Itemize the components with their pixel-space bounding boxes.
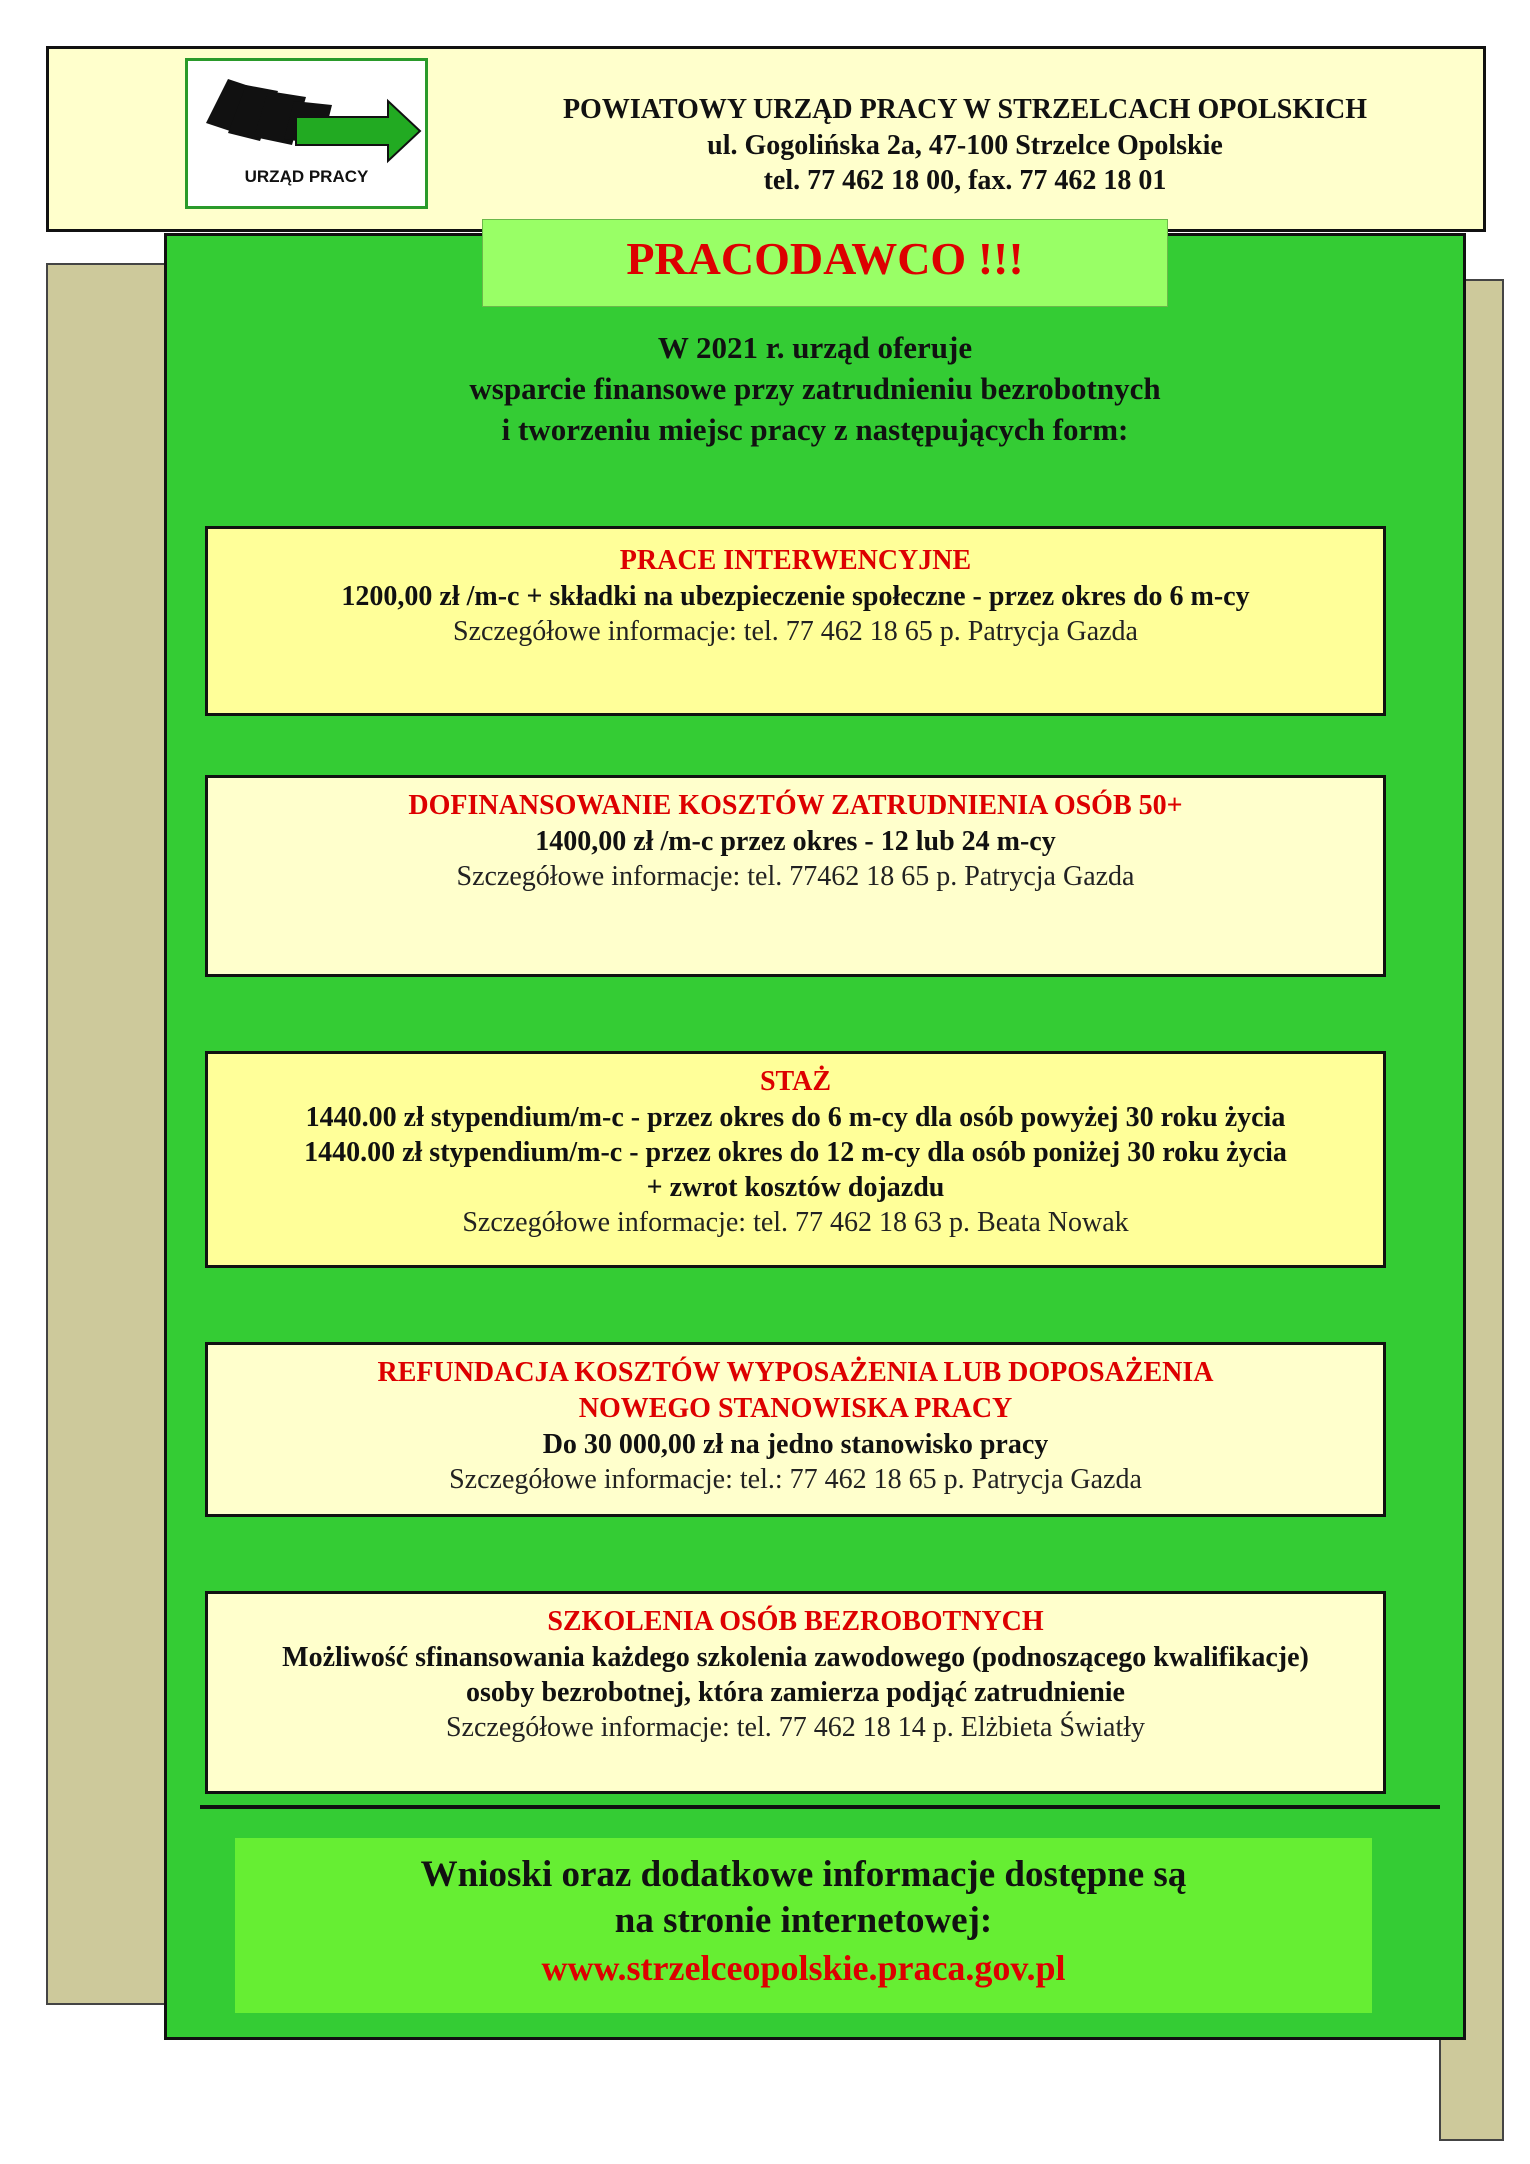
offer-detail: 1440.00 zł stypendium/m-c - przez okres do 12 m-cy dla osób poniżej 30 roku życia [304, 1137, 1287, 1168]
offer-detail: 1200,00 zł /m-c + składki na ubezpieczenie społeczne - przez okres do 6 m-cy [341, 581, 1250, 612]
offer-box-50plus [205, 775, 1386, 977]
footer-banner [235, 1838, 1372, 2013]
footer-line: na stronie internetowej: [614, 1900, 993, 1941]
website-link[interactable]: www.strzelceopolskie.praca.gov.pl [541, 1948, 1066, 1988]
offer-title: NOWEGO STANOWISKA PRACY [578, 1393, 1013, 1424]
logo-label: URZĄD PRACY [244, 167, 369, 186]
offer-detail: + zwrot kosztów dojazdu [646, 1172, 945, 1203]
offer-title: DOFINANSOWANIE KOSZTÓW ZATRUDNIENIA OSÓB 50+ [408, 790, 1183, 821]
offer-detail: Możliwość sfinansowania każdego szkolenia zawodowego (podnoszącego kwalifikacje) [282, 1642, 1309, 1673]
offer-detail: Do 30 000,00 zł na jedno stanowisko pracy [542, 1429, 1049, 1460]
offer-detail: osoby bezrobotnej, która zamierza podjąć zatrudnienie [466, 1677, 1125, 1708]
offer-title: PRACE INTERWENCYJNE [619, 545, 972, 576]
office-logo [185, 58, 428, 209]
divider [200, 1805, 1440, 1809]
office-phone: tel. 77 462 18 00, fax. 77 462 18 01 [763, 165, 1167, 196]
offer-box-equipment-refund [205, 1342, 1386, 1517]
footer-line: Wnioski oraz dodatkowe informacje dostępne są [420, 1854, 1187, 1895]
intro-line: i tworzeniu miejsc pracy z następujących form: [501, 412, 1129, 447]
offer-contact: Szczegółowe informacje: tel. 77 462 18 65 p. Patrycja Gazda [453, 616, 1138, 647]
offer-contact: Szczegółowe informacje: tel. 77462 18 65 p. Patrycja Gazda [456, 861, 1135, 892]
offer-title: STAŻ [759, 1066, 832, 1097]
intro-line: wsparcie finansowe przy zatrudnieniu bezrobotnych [469, 371, 1161, 406]
office-name: POWIATOWY URZĄD PRACY W STRZELCACH OPOLSKICH [562, 94, 1368, 125]
offer-contact: Szczegółowe informacje: tel.: 77 462 18 65 p. Patrycja Gazda [449, 1464, 1142, 1495]
offer-title: SZKOLENIA OSÓB BEZROBOTNYCH [547, 1606, 1044, 1637]
offer-contact: Szczegółowe informacje: tel. 77 462 18 14 p. Elżbieta Światły [445, 1712, 1146, 1743]
offer-detail: 1400,00 zł /m-c przez okres - 12 lub 24 m-cy [535, 826, 1056, 857]
page-title: PRACODAWCO !!! [626, 233, 1024, 284]
title-banner [482, 219, 1168, 307]
office-address: ul. Gogolińska 2a, 47-100 Strzelce Opolskie [707, 130, 1223, 161]
offer-contact: Szczegółowe informacje: tel. 77 462 18 63 p. Beata Nowak [462, 1207, 1129, 1238]
offer-box-internship [205, 1051, 1386, 1268]
intro-line: W 2021 r. urząd oferuje [657, 330, 973, 365]
offer-detail: 1440.00 zł stypendium/m-c - przez okres do 6 m-cy dla osób powyżej 30 roku życia [305, 1102, 1286, 1133]
offer-box-training [205, 1591, 1386, 1794]
offer-box-interventional-work [205, 526, 1386, 716]
offer-title: REFUNDACJA KOSZTÓW WYPOSAŻENIA LUB DOPOSAŻENIA [377, 1357, 1214, 1388]
